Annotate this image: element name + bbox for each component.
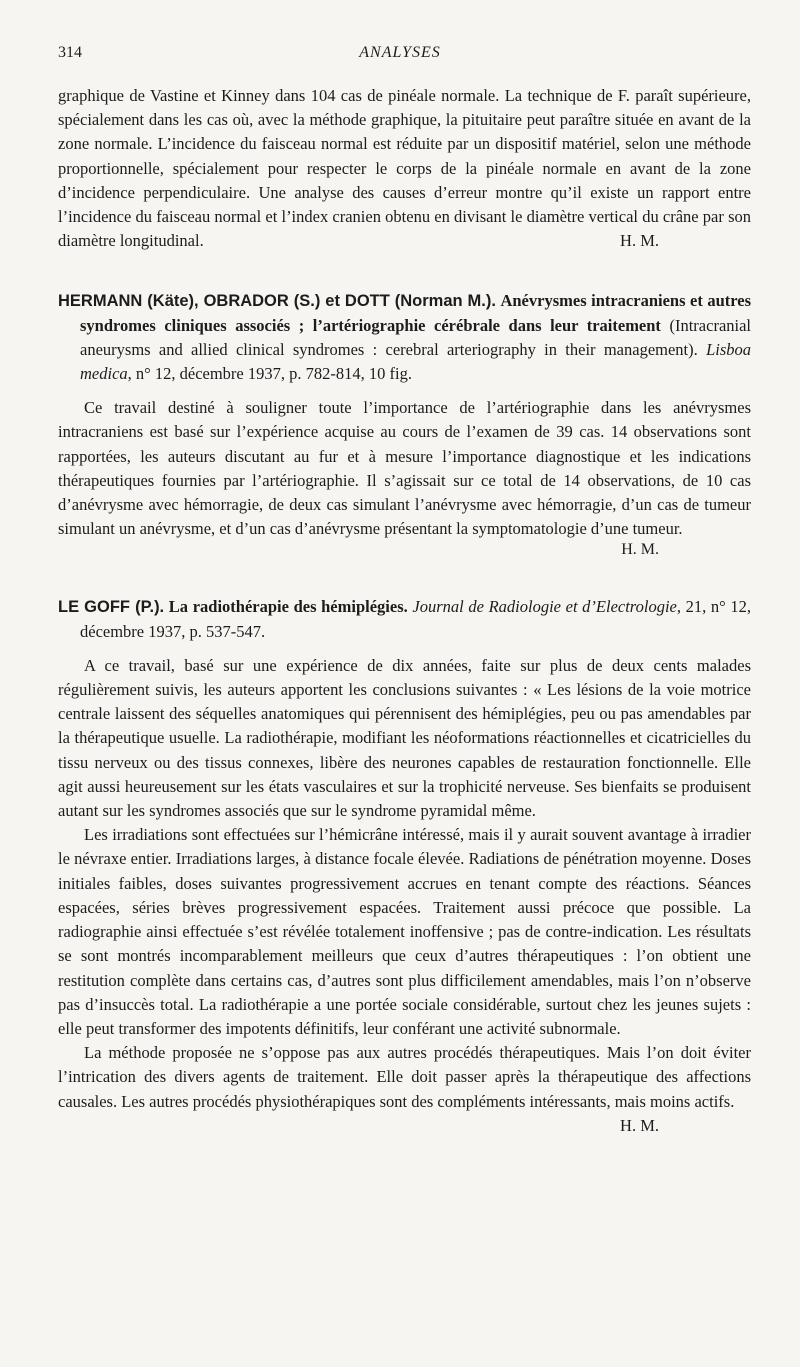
entry-citation-end: , 21, n° 12, décembre 1937, p. 537-547. xyxy=(80,597,752,641)
entry-journal: Journal de Radiologie et d’Electrologie xyxy=(412,597,677,617)
entry-citation-end: , n° 12, décembre 1937, p. 782-814, 10 fig. xyxy=(127,364,412,384)
entry-heading xyxy=(58,289,751,386)
signature: H. M. xyxy=(620,231,659,251)
abstract-entry-le-goff xyxy=(58,595,752,1135)
entry-authors: LE GOFF (P.). xyxy=(58,598,165,617)
abstract-entry-hermann xyxy=(58,289,751,559)
entry-authors: HERMANN (Käte), OBRADOR (S.) et DOTT (Norman M.). xyxy=(58,292,496,311)
entry-title: La radiothérapie des hémiplégies. xyxy=(168,597,408,617)
abstract-entry-continued xyxy=(58,84,751,253)
signature: H. M. xyxy=(621,541,659,559)
paragraph: A ce travail, basé sur une expérience de dix années, faite sur plus de deux cents malades régulièrement suivis, les auteurs apportent les conclusions suivantes : « Les lésions de la voie motrice centrale laissent des séquelles anatomiques qui pérennisent des hémiplégies, peu ou pas amendables par la thérapeutique usuelle. La radiothérapie, modifiant les néoformations réactionnelles et cicatricielles du tissu nerveux ou des tissus connexes, libère des neurones capables de restauration fonctionnelle. Elle agit aussi heureusement sur les états vasculaires et sur la trophicité nerveuse. Ses bienfaits se produisent autant sur les syndromes associés que sur le syndrome pyramidal même. xyxy=(58,655,751,821)
entry-heading xyxy=(58,595,751,643)
running-title: ANALYSES xyxy=(359,44,441,61)
paragraph: Ce travail destiné à souligner toute l’importance de l’artériographie dans les anévrysmes intracraniens est basé sur l’expérience acquise au cours de l’examen de 39 cas. 14 observations sont rapportées, les auteurs discutant au fur et à mesure l’importance diagnostique et les indications thérapeutiques fournies par l’artériographie. Il s’agissait sur ce total de 14 observations, de 10 cas d’anévrysme avec hémorragie, de deux cas simulant l’anévrysme avec hémorragie, d’un cas de tumeur simulant un anévrysme, et d’un cas d’anévrysme présentant la symptomatologie d’une tumeur. xyxy=(58,398,751,539)
entry-journal: Lisboa medica xyxy=(80,339,752,384)
paragraph: Les irradiations sont effectuées sur l’hémicrâne intéressé, mais il y aurait souvent avantage à irradier le névraxe entier. Irradiations larges, à distance focale élevée. Radiations de pénétration moyenne. Doses initiales faibles, doses suivantes progressivement accrues en tenant compte des réactions. Séances espacées, séries brèves progressivement espacées. Traitement aussi précoce que possible. La radiographie ainsi effectuée s’est révélée totalement inoffensive ; pas de contre-indication. Les résultats se sont montrés incomparablement meilleurs que ceux d’autres thérapeutiques : l’on obtient une restitution complète dans certains cas, d’autres sont plus difficilement amendables, mais l’on n’observe pas d’insuccès total. La radiothérapie a une portée sociale considérable, surtout chez les jeunes sujets : elle peut transformer des impotents définitifs, leur conférant une activité subnormale. xyxy=(58,825,751,1038)
page-number: 314 xyxy=(58,44,82,61)
entry-citation: (Intracranial aneurysms and allied clinical syndromes : cerebral arteriography in their management). xyxy=(80,315,752,359)
paragraph: La méthode proposée ne s’oppose pas aux autres procédés thérapeutiques. Mais l’on doit éviter l’intrication des divers agents de traitement. Elle doit passer après la thérapeutique des affections causales. Les autres procédés physiothérapiques sont des compléments intéressants, mais moins actifs. H. M. xyxy=(58,1041,751,1114)
entry-title: Anévrysmes intracraniens et autres syndromes cliniques associés ; l’artériographie cérébrale dans leur traitement xyxy=(80,291,752,335)
article-body xyxy=(58,84,751,1138)
running-head xyxy=(58,44,742,68)
signature: H. M. xyxy=(620,1115,659,1135)
paragraph: graphique de Vastine et Kinney dans 104 cas de pinéale normale. La technique de F. paraît supérieure, spécialement dans les cas où, avec la méthode graphique, la pituitaire peut paraître située en avant de la zone normale. L’incidence du faisceau normal est réduite par un dispositif matériel, selon une méthode proportionnelle, spécialement pour respecter le corps de la pinéale normale en avant de la zone d’incidence perpendiculaire. Une analyse des causes d’erreur montre qu’il existe un rapport entre l’incidence du faisceau normal et l’index cranien obtenu en divisant le diamètre vertical du crâne par son diamètre longitudinal. H. M. xyxy=(58,84,751,253)
